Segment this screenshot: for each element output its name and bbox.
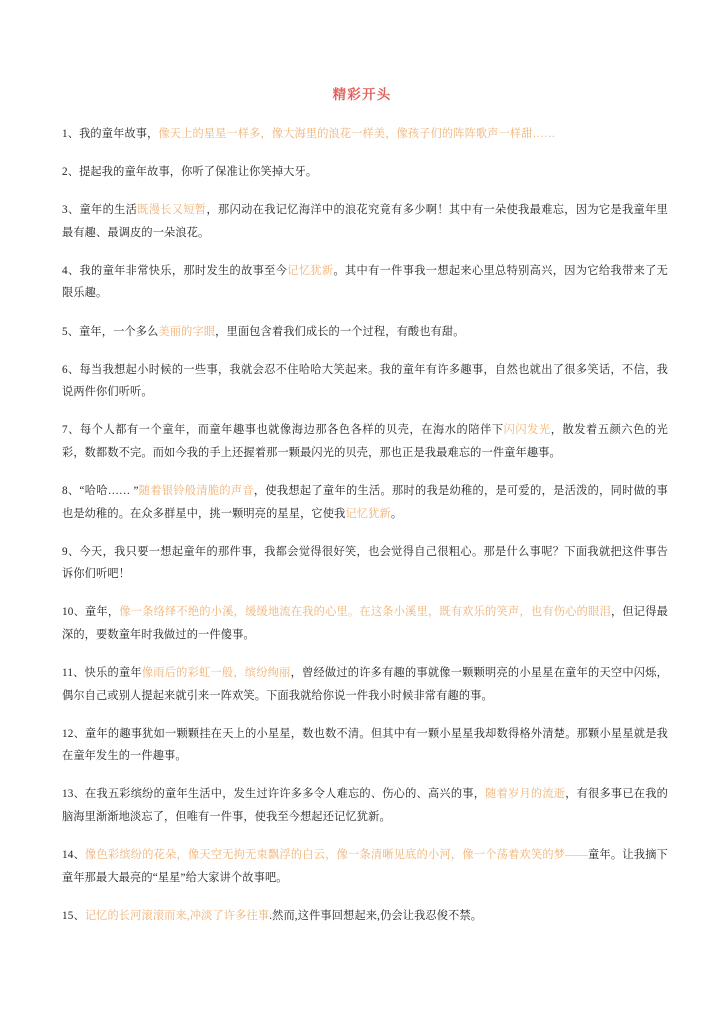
body-text: 在我五彩缤纷的童年生活中，发生过许许多多令人难忘的、伤心的、高兴的事，	[85, 788, 486, 801]
paragraph-item	[62, 844, 668, 889]
item-number: 9、	[62, 545, 80, 558]
body-text: 童年。让我摘下童年那最大最亮的“星星”给大家讲个故事吧。	[62, 849, 668, 884]
body-text: ，使我想起了童年的生活。那时的我是幼稚的，是可爱的，是活泼的，同时做的事也是幼稚的。在众多群星中，挑一颗明亮的星星，它使我	[62, 485, 668, 520]
item-number: 13、	[62, 788, 86, 801]
item-number: 6、	[62, 363, 80, 376]
body-text: 每个人都有一个童年，而童年趣事也就像海边那各色各样的贝壳，在海水的陪伴下	[79, 424, 504, 437]
paragraph-item	[62, 541, 668, 586]
paragraph-item	[62, 359, 668, 404]
body-text: 今天，我只要一想起童年的那件事，我都会觉得很好笑，也会觉得自己很粗心。那是什么事呢？下面我就把这件事告诉你们听吧！	[62, 545, 668, 581]
paragraph-item	[62, 123, 668, 146]
body-text: .然而,这件事回想起来,仍会让我忍俊不禁。	[269, 909, 483, 922]
body-text: 童年的生活	[79, 204, 138, 217]
body-text: ，里面包含着我们成长的一个过程，有酸也有甜。	[215, 325, 465, 338]
highlighted-text: 美丽的字眼	[158, 325, 216, 338]
item-number: 12、	[62, 727, 86, 740]
item-number: 7、	[62, 424, 80, 437]
body-text: ，散发着五颜六色的光彩，数都数不完。而如今我的手上还握着那一颗最闪光的贝壳，那也正是我最难忘的一件童年趣事。	[62, 424, 668, 459]
item-number: 8、	[62, 485, 80, 498]
highlighted-text: 随着银铃般清脆的声音	[138, 485, 254, 498]
highlighted-text: 既漫长又短暂	[137, 204, 207, 217]
highlighted-text: 像天上的星星一样多，像大海里的浪花一样美，像孩子们的阵阵歌声一样甜……	[158, 128, 556, 140]
page-title: 精彩开头	[332, 87, 392, 102]
item-number: 11、	[62, 667, 85, 680]
paragraph-item	[62, 260, 668, 305]
paragraph-item	[62, 321, 668, 344]
highlighted-text: 记忆的长河滚滚而来,冲淡了许多往事	[84, 909, 270, 922]
highlighted-text: 记忆犹新	[287, 264, 334, 277]
body-text: 我的童年非常快乐，那时发生的故事至今	[79, 264, 288, 277]
highlighted-text: 随着岁月的流逝	[485, 788, 566, 801]
document-body	[0, 123, 724, 927]
body-text: “哈哈…… ”	[79, 485, 139, 498]
body-text: 提起我的童年故事，你听了保准让你笑掉大牙。	[79, 166, 318, 179]
paragraph-item	[62, 480, 668, 525]
item-number: 3、	[62, 204, 80, 217]
highlighted-text: 像色彩缤纷的花朵，像天空无拘无束飘浮的白云，像一条清晰见底的小河，像一个荡着欢笑的梦——	[85, 849, 588, 862]
paragraph-item	[62, 783, 668, 828]
item-number: 15、	[62, 909, 85, 922]
body-text: 童年，	[85, 606, 120, 619]
paragraph-item	[62, 199, 668, 244]
body-text: 。其中有一件事我一想起来心里总特别高兴，因为它给我带来了无限乐趣。	[62, 264, 668, 300]
item-number: 14、	[62, 849, 86, 862]
paragraph-item	[62, 723, 668, 768]
body-text: 快乐的童年	[84, 667, 142, 680]
body-text: ，曾经做过的许多有趣的事就像一颗颗明亮的小星星在童年的天空中闪烁，偶尔自己或别人提起来就引来一阵欢笑。下面我就给你说一件我小时候非常有趣的事。	[62, 667, 668, 702]
body-text: 。	[390, 507, 403, 520]
paragraph-item	[62, 662, 668, 707]
item-number: 4、	[62, 264, 80, 277]
body-text: ，有很多事已在我的脑海里渐渐地淡忘了，但唯有一件事，使我至今想起还记忆犹新。	[62, 788, 668, 824]
highlighted-text: 闪闪发光	[503, 424, 551, 437]
body-text: 我的童年故事，	[79, 128, 159, 140]
body-text: 每当我想起小时候的一些事，我就会忍不住哈哈大笑起来。我的童年有许多趣事，自然也就出了很多笑话，不信，我说两件你们听听。	[62, 363, 668, 399]
body-text: ，那闪动在我记忆海洋中的浪花究竟有多少啊！其中有一朵使我最难忘，因为它是我童年里最有趣、最调皮的一朵浪花。	[62, 204, 668, 239]
paragraph-item	[62, 419, 668, 464]
highlighted-text: 记忆犹新	[345, 507, 391, 520]
item-number: 10、	[62, 606, 86, 619]
item-number: 1、	[62, 128, 80, 140]
item-number: 2、	[62, 166, 80, 179]
body-text: 童年，一个多么	[79, 325, 159, 338]
body-text: 童年的趣事犹如一颗颗挂在天上的小星星，数也数不清。但其中有一颗小星星我却数得格外清楚。那颗小星星就是我在童年发生的一件趣事。	[62, 727, 668, 763]
paragraph-item	[62, 601, 668, 646]
highlighted-text: 像一条络绎不绝的小溪，缓缓地流在我的心里。在这条小溪里，既有欢乐的笑声，也有伤心的眼泪	[119, 606, 611, 619]
item-number: 5、	[62, 325, 80, 338]
paragraph-item	[62, 905, 668, 928]
body-text: ，但记得最深的，要数童年时我做过的一件傻事。	[62, 606, 669, 641]
highlighted-text: 像雨后的彩虹一般，缤纷绚丽	[141, 667, 291, 680]
paragraph-item	[62, 161, 668, 184]
